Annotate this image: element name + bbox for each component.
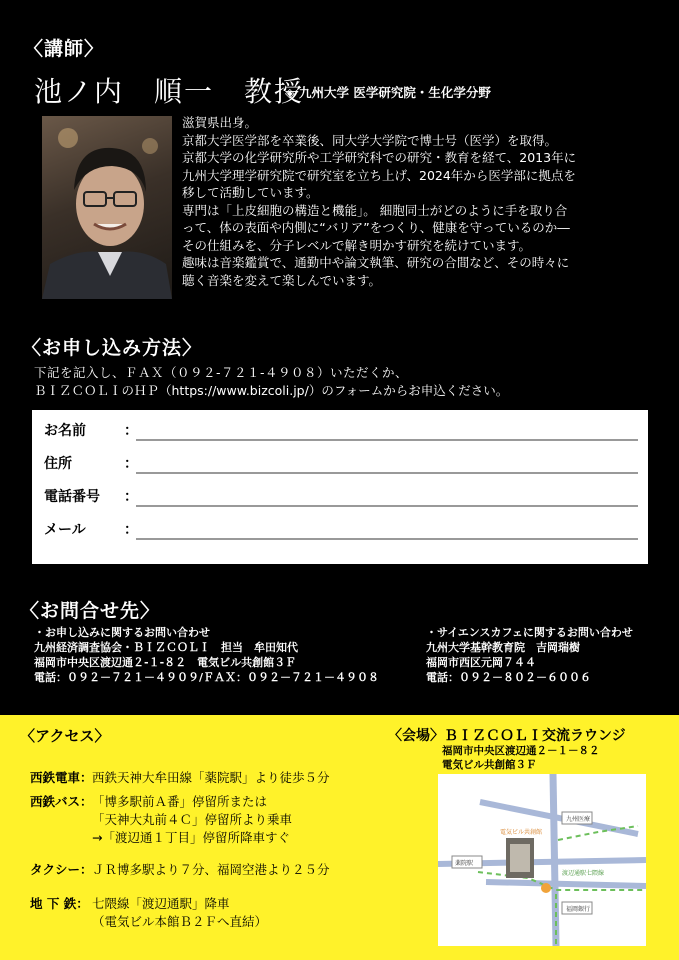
contact-cafe [426,625,666,685]
lecturer-section-title: 〈講師〉 [24,38,105,60]
access-row-subway [30,895,420,931]
bio-line: って、体の表面や内側に“バリア”をつくり、健康を守っているのか― [182,220,570,235]
access-label: 西鉄電車： [30,770,93,785]
contact-line: 九州大学基幹教育院 吉岡瑞樹 [426,641,580,654]
bio-line: 京都大学の化学研究所や工学研究科での研究・教育を経て、2013年に [182,150,577,165]
bio-line: 九州大学理学研究院で研究室を立ち上げ、2024年から医学部に拠点を [182,167,576,183]
apply-section-title: 〈お申し込み方法〉 [22,337,203,359]
application-form [32,410,648,564]
lecturer-photo [42,116,172,299]
map-label-building: 電気ビル共創館 [500,829,543,836]
bio-line: 移して活動しています。 [182,185,319,200]
name-field[interactable] [136,439,638,441]
contact-line: 電話：０９２－７２１－４９０９/ＦＡＸ：０９２－７２１－４９０８ [34,671,380,684]
venue-address-line: 電気ビル共創館３Ｆ [442,759,537,771]
bio-line: 専門は「上皮細胞の構造と機能」。 細胞同士がどのように手を取り合 [182,202,568,218]
venue-title: 〈会場〉ＢＩＺＣＯＬＩ交流ラウンジ [388,728,626,744]
name-label: お名前 [44,423,86,439]
phone-field[interactable] [136,505,638,507]
mail-label: メール [44,522,86,538]
lecturer-name: 池ノ内 順一 教授 [34,75,305,108]
form-row-name [32,420,648,446]
map-label-station: 薬院駅 [455,860,474,867]
access-band [0,715,679,960]
address-field[interactable] [136,472,638,474]
colon: ： [124,489,138,505]
bio-line: 京都大学医学部を卒業後、同大学大学院で博士号（医学）を取得。 [182,132,558,148]
mail-field[interactable] [136,538,638,540]
access-row-train [30,769,420,787]
venue-map [438,774,646,946]
access-text: →「渡辺通１丁目」停留所降車すぐ [92,830,290,845]
contact-line: ・お申し込みに関するお問い合わせ [34,626,210,639]
map-label-top-right: 九州医療 [566,816,591,823]
lecturer-affiliation: ◈ 九州大学 医学研究院・生化学分野 [285,85,491,100]
access-row-taxi [30,861,420,879]
access-text: （電気ビル本館Ｂ２Ｆへ直結） [92,914,268,929]
access-text: 「天神大丸前４Ｃ」停留所より乗車 [92,812,293,827]
colon: ： [124,423,138,439]
bio-line: その仕組みを、分子レベルで解き明かす研究を続けています。 [182,237,532,253]
access-text: 「博多駅前Ａ番」停留所または [92,794,268,809]
map-graphic [438,774,646,946]
form-row-mail [32,519,648,545]
map-label-bottom-right: 福岡銀行 [566,906,591,913]
contact-line: ・サイエンスカフェに関するお問い合わせ [426,626,633,639]
access-text: 西鉄天神大牟田線「薬院駅」より徒歩５分 [92,770,330,785]
contact-line: 福岡市西区元岡７４４ [426,656,536,669]
contact-section-title: 〈お問合せ先〉 [20,600,161,622]
access-label: タクシー： [30,862,93,877]
form-row-address [32,453,648,479]
access-text: ＪＲ博多駅より７分、福岡空港より２５分 [92,862,330,877]
form-row-phone [32,486,648,512]
apply-line-2: ＢＩＺＣＯＬＩのＨＰ（https://www.bizcoli.jp/）のフォームからお申込ください。 [34,383,509,398]
bio-line: 趣味は音楽鑑賞で、通勤中や論文執筆、研究の合間など、その時々に [182,255,570,270]
map-label-subway: 渡辺通駅七隈線 [562,870,605,877]
apply-line-1: 下記を記入し、ＦＡＸ（０９２-７２１-４９０８）いただくか、 [34,365,409,380]
contact-line: 九州経済調査協会・ＢＩＺＣＯＬＩ 担当 牟田知代 [34,641,298,654]
contact-apply [34,625,434,685]
bio-line: 聴く音楽を変えて楽しんでいます。 [182,272,382,288]
access-text: 七隈線「渡辺通駅」降車 [92,896,230,911]
portrait-image [42,116,172,299]
contact-line: 電話：０９２－８０２－６００６ [426,671,591,684]
venue-address [442,744,600,772]
colon: ： [124,522,138,538]
access-list [30,769,420,931]
access-label: 西鉄バス： [30,794,93,809]
contact-line: 福岡市中央区渡辺通２-１-８２ 電気ビル共創館３Ｆ [34,656,297,669]
address-label: 住所 [44,456,72,472]
lecturer-bio [182,114,642,289]
access-row-bus [30,793,420,847]
phone-label: 電話番号 [44,489,100,505]
access-label: 地 下 鉄： [30,896,89,911]
colon: ： [124,456,138,472]
bio-line: 滋賀県出身。 [182,115,258,130]
access-section-title: 〈アクセス〉 [20,727,110,745]
venue-address-line: 福岡市中央区渡辺通２－１－８２ [442,745,600,757]
